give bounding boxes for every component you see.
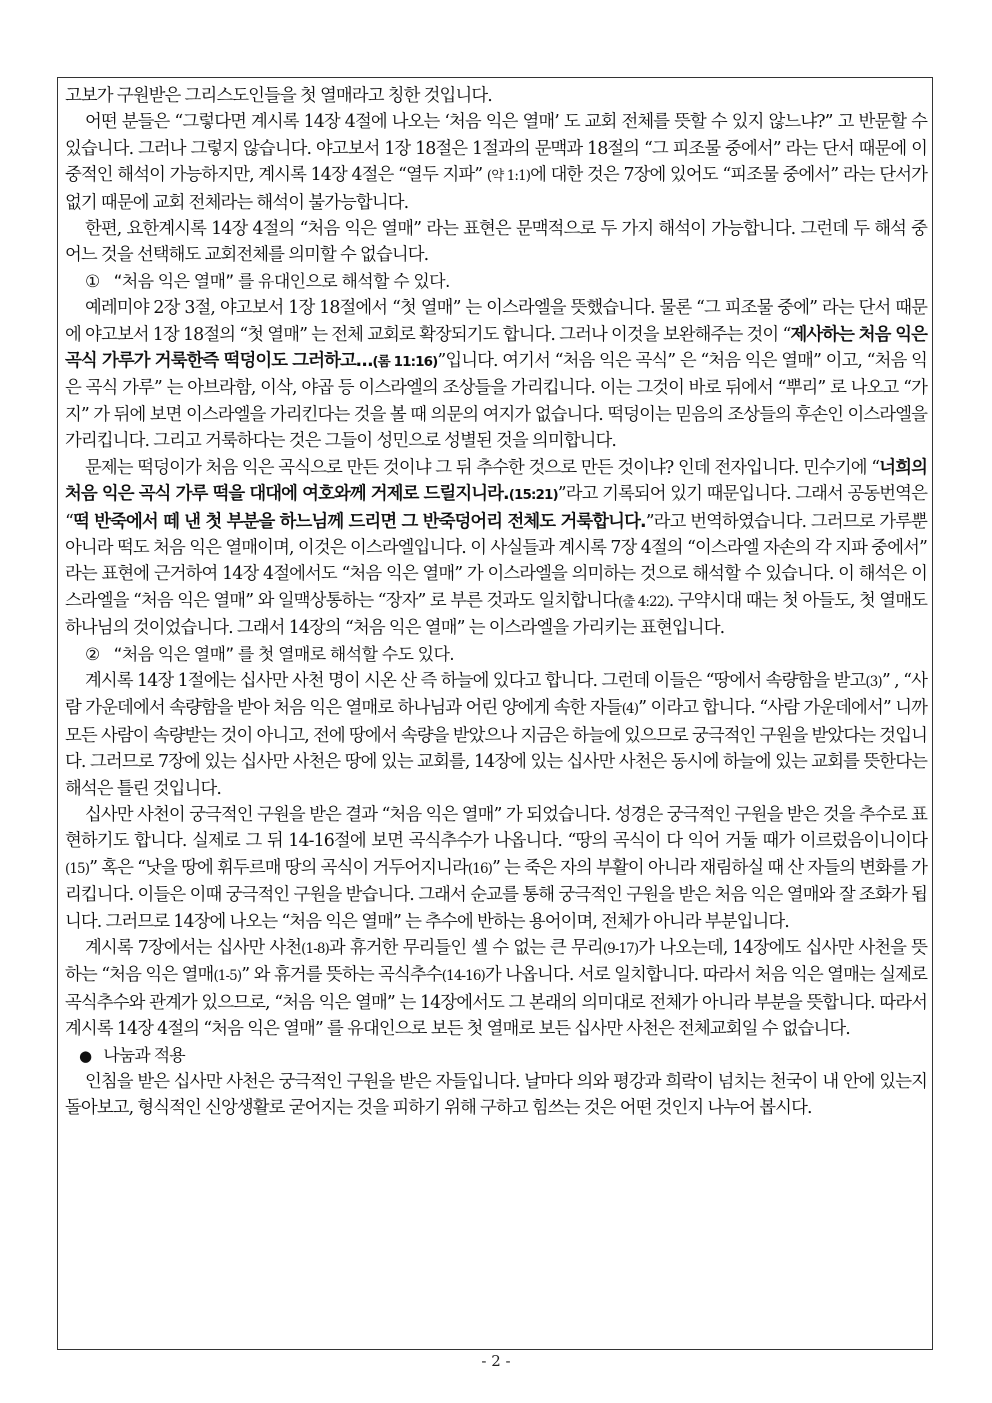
text-run: 예레미야 2장 3절, 야고보서 1장 18절에서 “첫 열매” 는 이스라엘을 뜻했습니다. 물론 “그 피조물 중에” 라는 단서 때문에 야고보서 1장 18절의 “첫 열매” 는 전체 교회로 확장되기도 합니다. 그러나 이것을 보완해주는 것이 “	[65, 298, 927, 345]
verse-reference: (9-17)	[602, 941, 639, 957]
page-number: - 2 -	[481, 1352, 511, 1370]
text-run: 에 대한 것은 7장에 있어도 “피조물 중에서” 라는 단서가 없기 때문에 교회 전체라는 해석이 불가능합니다.	[65, 165, 928, 213]
paragraph-6	[65, 668, 927, 802]
text-run: 계시록 14장 1절에는 십사만 사천 명이 시온 산 즉 하늘에 있다고 합니다. 그런데 이들은 “땅에서 속량함을 받고	[85, 670, 866, 691]
verse-reference: (16)	[467, 860, 493, 877]
text-run: ” 와 휴거를 뜻하는 곡식추수	[241, 965, 442, 986]
paragraph-9: 인침을 받은 십사만 사천은 궁극적인 구원을 받은 자들입니다. 날마다 의와 평강과 희락이 넘치는 천국이 내 안에 있는지 돌아보고, 형식적인 신앙생활로 굳어지는 것을 피하기 위해 구하고 힘쓰는 것은 어떤 것인지 나누어 봅시다.	[65, 1072, 927, 1119]
bible-reference: (약 1:1)	[486, 168, 531, 185]
text-run: ”라고 번역하였습니다. 그러므로 가루뿐 아니라 떡도 처음 익은 열매이며, 이것은 이스라엘입니다. 이 사실들과 계시록 7장 4절의 “이스라엘 자손의 각 지파 중에서” 라는 표현에 근거하여 14장 4절에서도 “처음 익은 열매” 가 이스라엘을 의미하는 것으로 해석할 수 있습니다. 이 해석은 이스라엘을 “처음 익은 열매” 와 일맥상통하는 “장자” 로 부른 것과도 일치합니다	[65, 511, 927, 611]
document-body	[65, 83, 927, 1122]
verse-reference: (1-8)	[301, 941, 329, 957]
bold-quote: 떡 반죽에서 떼 낸 첫 부분을 하느님께 드리면 그 반죽덩어리 전체도 거룩합니다.	[73, 511, 646, 532]
verse-reference: (1-5)	[213, 968, 242, 985]
text-run: 가 나옵니다. 서로 일치합니다. 따라서 처음 익은 열매는 실제로 곡식추수와 관계가 있으므로, “처음 익은 열매” 는 14장에서도 그 본래의 의미대로 전체가 아니라 부분을 뜻합니다. 따라서 계시록 14장 4절의 “처음 익은 열매” 를 유대인으로 보든 첫 열매로 보든 십사만 사천은 전체교회일 수 없습니다.	[65, 965, 927, 1040]
text-run: 가 나오는데, 14장에도 십사만 사천을 뜻하는 “처음 익은 열매	[65, 938, 928, 986]
heading-number: ②	[85, 644, 100, 665]
heading-number: ①	[85, 271, 100, 292]
verse-reference: (14-16)	[441, 968, 485, 985]
text-run: ” 이라고 합니다. “사람 가운데에서” 니까 모든 사람이 속량받는 것이 아니고, 전에 땅에서 속량을 받았으나 지금은 하늘에 있으므로 궁극적인 구원을 받았다는 것입니다. 그러므로 7장에 있는 십사만 사천은 땅에 있는 교회를, 14장에 있는 십사만 사천은 동시에 하늘에 있는 교회를 뜻한다는 해석은 틀린 것입니다.	[65, 698, 927, 799]
heading-text: “처음 익은 열매” 를 유대인으로 해석할 수 있다.	[113, 271, 450, 292]
text-run: ”입니다. 여기서 “처음 익은 곡식” 은 “처음 익은 열매” 이고, “처음 익은 곡식 가루” 는 아브라함, 이삭, 야곱 등 이스라엘의 조상들을 가리킵니다. 이는 그것이 바로 뒤에서 “뿌리” 로 나오고 “가지” 가 뒤에 보면 이스라엘을 가리킨다는 것을 볼 때 의문의 여지가 없습니다. 떡덩이는 믿음의 조상들의 후손인 이스라엘을 가리킵니다. 그리고 거룩하다는 것은 그들이 성민으로 성별된 것을 의미합니다.	[65, 351, 927, 452]
verse-reference: (3)	[865, 673, 882, 690]
text-run: ”라고 기록되어 있기 때문입니다. 그래서 공동번역은 “	[65, 484, 927, 532]
text-run: . 구약시대 때는 첫 아들도, 첫 열매도 하나님의 것이었습니다. 그래서 14장의 “처음 익은 열매” 는 이스라엘을 가리키는 표현입니다.	[65, 590, 927, 639]
paragraph-3: 한편, 요한계시록 14장 4절의 “처음 익은 열매” 라는 표현은 문맥적으로 두 가지 해석이 가능합니다. 그런데 두 해석 중 어느 것을 선택해도 교회전체를 의미할 수 없습니다.	[65, 219, 927, 266]
text-run: ” 혹은 “낫을 땅에 휘두르매 땅의 곡식이 거두어지니라	[89, 857, 468, 878]
heading-text: “처음 익은 열매” 를 첫 열매로 해석할 수도 있다.	[113, 644, 455, 665]
text-run: 십사만 사천이 궁극적인 구원을 받은 결과 “처음 익은 열매” 가 되었습니다. 성경은 궁극적인 구원을 받은 것을 추수로 표현하기도 합니다. 실제로 그 뒤 14-16절에 보면 곡식추수가 나옵니다. “땅의 곡식이 다 익어 거둘 때가 이르렀음이니이다	[65, 804, 927, 852]
bullet-icon: ●	[79, 1046, 92, 1065]
text-run: ” , “사람 가운데에서 속량함을 받아 처음 익은 열매로 하나님과 어린 양에게 속한 자들	[65, 670, 928, 719]
text-run: 어떤 분들은 “그렇다면 계시록 14장 4절에 나오는 ‘처음 익은 열매’ 도 교회 전체를 뜻할 수 있지 않느냐?” 고 반문할 수 있습니다. 그러나 그렇지 않습니다. 야고보서 1장 18절은 1절과의 문맥과 18절의 “그 피조물 중에서” 라는 단서 때문에 이중적인 해석이 가능하지만, 계시록 14장 4절은 “열두 지파”	[65, 112, 927, 186]
subheading-1	[65, 269, 927, 295]
paragraph-5	[65, 455, 927, 642]
paragraph-1: 고보가 구원받은 그리스도인들을 첫 열매라고 칭한 것입니다.	[65, 86, 492, 106]
paragraph-2	[65, 109, 927, 216]
subheading-2	[65, 642, 927, 668]
verse-reference: (4)	[621, 701, 639, 718]
bible-reference: (출 4:22)	[617, 593, 669, 610]
bible-reference: (15:21)	[508, 487, 558, 504]
bold-quote: 제사하는 처음 익은 곡식 가루가 거룩한즉 떡덩이도 그러하고…	[65, 324, 927, 372]
bible-reference: (롬 11:16)	[372, 354, 438, 371]
paragraph-4	[65, 295, 927, 454]
text-run: 문제는 떡덩이가 처음 익은 곡식으로 만든 것이냐 그 뒤 추수한 것으로 만든 것이냐? 인데 전자입니다. 민수기에 “	[85, 457, 880, 478]
paragraph-8	[65, 935, 927, 1043]
section-heading	[65, 1043, 927, 1069]
text-run: 계시록 7장에서는 십사만 사천	[85, 938, 302, 958]
text-run: ” 는 죽은 자의 부활이 아니라 재림하실 때 산 자들의 변화를 가리킵니다. 이들은 이때 궁극적인 구원을 받습니다. 그래서 순교를 통해 궁극적인 구원을 받은 처음 익은 열매와 잘 조화가 됩니다. 그러므로 14장에 나오는 “처음 익은 열매” 는 추수에 반하는 용어이며, 전체가 아니라 부분입니다.	[65, 857, 928, 932]
paragraph-7	[65, 802, 927, 935]
bold-quote: 너희의 처음 익은 곡식 가루 떡을 대대에 여호와께 거제로 드릴지니라.	[65, 457, 927, 505]
section-title: 나눔과 적용	[103, 1045, 185, 1066]
text-run: 과 휴거한 무리들인 셀 수 없는 큰 무리	[328, 938, 603, 958]
verse-reference: (15)	[65, 860, 90, 877]
